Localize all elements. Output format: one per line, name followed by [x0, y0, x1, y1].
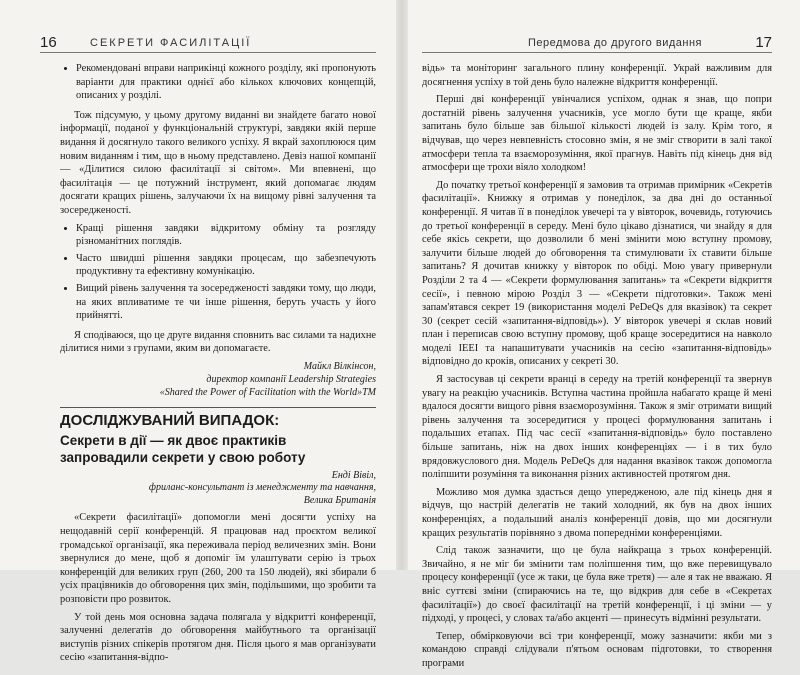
paragraph: Слід також зазначити, що це була найкраща з трьох конференцій. Звичайно, я не міг би змінити там поліпшення тим, що вже перевищувало процесу конференції (усе ж таки, це була вже третя) — але я так не вважаю. Я вніс суттєві зміни (спираючись на те, що відкрив для себе в «Секретах фасилітації») до своєї фасилітації на третій конференції, і ці зміни — у підході, у процесі, у словах та/або акценті — принесуть відмінні результати. [422, 545, 772, 625]
byline-role: фриланс-консультант із менеджменту та навчання, [148, 482, 376, 494]
bullet-item: • Рекомендовані вправи наприкінці кожного розділу, які пропонують варіанти для практики однієї або кількох ключових концепцій, описаних у розділі. [76, 62, 376, 103]
signature-role: директор компанії Leadership Strategies [206, 373, 376, 385]
right-running-head: Передмова до другого видання [528, 37, 702, 49]
left-running-head: СЕКРЕТИ ФАСИЛІТАЦІЇ [90, 37, 252, 49]
right-page-number: 17 [755, 34, 772, 51]
case-study-subheading: Секрети в дії — як двоє практиків запровадили секрети у свою роботу [60, 432, 306, 465]
bullet-list-top [60, 62, 376, 103]
case-study-byline [60, 470, 376, 508]
paragraph: Я сподіваюся, що це друге видання сповнить вас силами та надихне ділитися ними з групами, яким ви допомагаєте. [60, 329, 376, 355]
left-header-rule [40, 52, 376, 53]
signature-block [60, 360, 376, 399]
paragraph: Перші дві конференції увінчалися успіхом, однак я знав, що попри достатній рівень залучення учасників, усе могло бути ще краще, якби запитань було більше зав більшої кількості людей із залу. Крім того, я відчував, що через невпевність стосовно змін, я не зміг створити в залі такої атмосфери тепла та взаєморозуміння, якої прагнув. Навіть під кінець дня від атмосфери ще трохи віяло холодком! [422, 94, 772, 174]
signature-name: Майкл Вілкінсон, [303, 360, 376, 372]
left-page-number: 16 [40, 34, 57, 51]
left-page [0, 0, 396, 664]
book-gutter [396, 0, 408, 570]
paragraph: До початку третьої конференції я замовив та отримав примірник «Секретів фасилітації». Книжку я отримав у понеділок, за два дні до останньої конференції. Я читав її в понеділок увечері та у вівторок, вочевидь, готуючись до третьої конференції в середу. Мені було цікаво дізнатися, чи знайду я для себе якісь секрети, що дозволили б мені змінити мою вступну промову, залучити більше людей до обговорення та стимулювати їх ставити більше запитань? Я дочитав книжку у вівторок по обіді. Мою увагу привернули Розділи 2 та 4 — «Секрети формулювання запитань» та «Секрети відкриття сесії», і певною мірою Розділ 3 — «Секрети підготовки». Також мені запам'ятався секрет 19 (використання моделі PeDeQs для вказівок) та секрет 30 (секрет сесій «запитання-відповідь»). У вівторок увечері я склав новий план і переписав свою вступну промову, щоб краще зосередитися на навколо моделі IEEI та напашитувати учасників на сесію «запитання-відповідь» відповідно до кроків, описаних у секреті 30. [422, 179, 772, 368]
paragraph: відь» та моніторинг загального плину конференції. Украй важливим для досягнення успіху в той день було належне відкриття конференції. [422, 63, 772, 88]
bullet-item: • Вищий рівень залучення та зосередженості завдяки тому, що люди, на яких впливатиме те чи інше рішення, беруть участь у його прийнятті. [76, 282, 376, 323]
right-header-rule [422, 52, 772, 53]
byline-author: Енді Вівіл, [331, 469, 376, 481]
right-text-column [422, 62, 772, 675]
left-text-column [60, 62, 376, 669]
paragraph: Тож підсумую, у цьому другому виданні ви знайдете багато нової інформації, поданої у функціональній структурі, завдяки якій перше видання й досягнуло такого великого успіху. Я вкрай захоплююся цим новим виданням і тим, що в ньому представлено. Девіз нашої компанії — «Ділитися силою фасилітації зі світом». Ми впевнені, що фасилітація — це потужний інструмент, який допомагає людям досягати кращих рішень, залучаючи їх на вищому рівні залучення та зосередженості. [60, 109, 376, 216]
paragraph: У той день моя основна задача полягала у відкритті конференції, залученні делегатів до обговорення майбутнього та організації виступів різних спікерів протягом дня. Після цього я мав організувати сесію «запитання-відпо- [60, 611, 376, 664]
bullet-item: • Кращі рішення завдяки відкритому обміну та розгляду різноманітних поглядів. [76, 222, 376, 249]
signature-motto: «Shared the Power of Facilitation with the World»TM [159, 386, 376, 398]
paragraph: Тепер, обмірковуючи всі три конференції, можу зазначити: якби ми з командою справді слідували п'ятьом основам підготовки, то створення програми [422, 630, 772, 669]
case-study-rule [60, 407, 376, 408]
bullet-item: • Часто швидші рішення завдяки процесам, що забезпечують продуктивну та ефективну комунікацію. [76, 252, 376, 279]
bullet-list-benefits [60, 222, 376, 323]
paragraph: Я застосував ці секрети вранці в середу на третій конференції та звернув увагу на реакцію учасників. Вступна частина пройшла набагато краще й мені вдалося досягти вищого рівня взаєморозуміння. Також я зміг отримати вищий рівень залучення та зосередитися у процесі формулювання запитань і подальших етапах. Під час сесії «запитання-відповідь» було поставлено більше запитань, ніж на двох інших конференціях — і в тих було врядовжуслового дня. Модель PeDeQs для надання вказівок також допомогла поліпшити розуміння та виконання різних активностей протягом дня. [422, 374, 772, 481]
byline-country: Велика Британія [303, 494, 376, 506]
right-page [408, 0, 800, 669]
paragraph: «Секрети фасилітації» допомогли мені досягти успіху на нещодавній серії конференцій. Я працював над проєктом великої громадської організації, яка переживала період величезних змін. Вони звернулися до мене, щоб я допоміг їм улаштувати серію із трьох конференцій для великих груп (260, 200 та 150 людей), які збирали б усіх працівників до обговорення цих змін, подільшими, що зробити та розповісти про розвиток. [60, 512, 376, 605]
case-study-heading: ДОСЛІДЖУВАНИЙ ВИПАДОК: [60, 411, 280, 429]
paragraph: Можливо моя думка здасться дещо упередженою, але під кінець дня я відчув, що настрій делегатів не такий холодний, як був на двох інших конференціях, а подальший аналіз конференції довів, що ми досягнули кращих результатів порівняно з двома попередніми конференціями. [422, 486, 772, 539]
